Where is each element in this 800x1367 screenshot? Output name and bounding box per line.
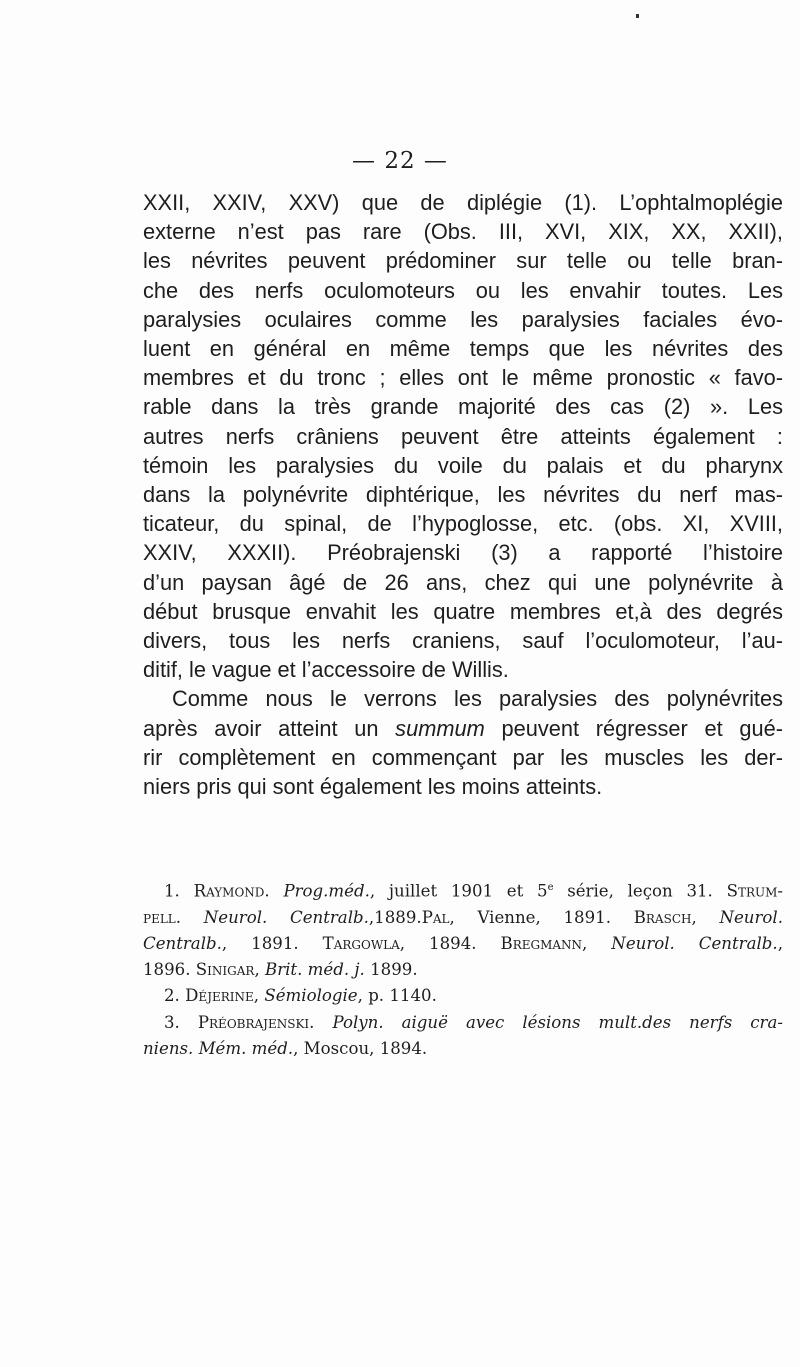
author-name: Pal (421, 907, 450, 927)
journal-title: Prog.méd. (283, 881, 370, 901)
reference-text: , (254, 960, 265, 980)
footnote-1 (143, 875, 783, 983)
author-name: Bregmann (500, 933, 583, 953)
footnote-2 (143, 983, 783, 1009)
footnote-number: 2. (164, 986, 180, 1006)
author-name: Brasch (633, 907, 692, 927)
journal-title: Neurol. (719, 907, 783, 927)
text-line: divers, tous les nerfs craniens, sauf l’oculomoteur, l’au- (143, 628, 783, 654)
text-line: autres nerfs crâniens peuvent être atteints également : (143, 423, 783, 449)
text-segment: après avoir atteint un (143, 715, 396, 741)
reference-text: série, leçon 31. (553, 881, 713, 901)
text-line: d’un paysan âgé de 26 ans, chez qui une polynévrite à (143, 569, 783, 595)
italic-term: summum (395, 715, 485, 741)
text-line: membres et du tronc ; elles ont le même pronostic « favo- (143, 365, 783, 391)
reference-text: , juillet 1901 et 5 (369, 881, 548, 901)
main-text (143, 188, 783, 801)
article-title: niens. Mém. méd. (143, 1038, 294, 1058)
reference-text: , Vienne, 1891. (449, 907, 611, 927)
book-title: Sémiologie (264, 986, 358, 1006)
text-line: XXII, XXIV, XXV) que de diplégie (1). L’ophtalmoplégie (143, 190, 783, 215)
text-line: rable dans la très grande majorité des cas (2) ». Les (143, 394, 783, 420)
superscript: e (547, 882, 554, 893)
reference-text: , 1891. (221, 933, 299, 953)
footnote-line (143, 905, 783, 931)
footnotes (143, 875, 783, 1062)
scan-speck (636, 14, 639, 18)
text-line: luent en général en même temps que les névrites des (143, 336, 783, 362)
footnote-line (143, 931, 783, 957)
footnote-line (143, 875, 783, 905)
text-line: les névrites peuvent prédominer sur telle ou telle bran- (143, 248, 783, 274)
reference-text: , 1894. (399, 933, 477, 953)
author-name: Targowla (322, 933, 400, 953)
footnote-3 (143, 1010, 783, 1062)
footnote-line (143, 1010, 783, 1036)
author-name: Raymond. (193, 881, 270, 901)
text-line: début brusque envahit les quatre membres et,à des degrés (143, 598, 783, 624)
journal-title: Brit. méd. j. (265, 960, 365, 980)
reference-text: , Moscou, 1894. (293, 1038, 428, 1058)
text-line: témoin les paralysies du voile du palais et du pharynx (143, 452, 783, 478)
text-line: ditif, le vague et l’accessoire de Willis. (143, 657, 509, 683)
reference-text: , (777, 933, 783, 953)
reference-text: , (691, 907, 720, 927)
reference-text: , p. 1140. (357, 986, 437, 1006)
text-line: Comme nous le verrons les paralysies des polynévrites (172, 686, 783, 712)
footnote-number: 3. (164, 1012, 180, 1032)
footnote-line (143, 983, 783, 1009)
article-title: Polyn. aiguë avec lésions mult.des nerfs cra- (332, 1012, 783, 1032)
journal-title: Centralb. (143, 933, 222, 953)
text-segment: peuvent régresser et gué- (484, 715, 783, 741)
text-line: ticateur, du spinal, de l’hypoglosse, etc. (obs. XI, XVIII, (143, 511, 783, 537)
footnote-number: 1. (164, 881, 180, 901)
text-line: che des nerfs oculomoteurs ou les envahir toutes. Les (143, 277, 783, 303)
reference-text: ,1889. (368, 907, 422, 927)
journal-title: Neurol. Centralb. (203, 907, 369, 927)
text-line: rir complètement en commençant par les muscles les der- (143, 744, 783, 770)
author-name: Sinigar (195, 960, 255, 980)
text-line (143, 714, 783, 743)
paragraph-2 (143, 684, 783, 801)
author-name: Déjerine (185, 986, 254, 1006)
author-name: Préobrajenski. (197, 1012, 315, 1032)
text-line: XXIV, XXXII). Préobrajenski (3) a rapporté l’histoire (143, 540, 783, 566)
text-line: niers pris qui sont également les moins atteints. (143, 774, 603, 800)
text-line: paralysies oculaires comme les paralysies faciales évo- (143, 306, 783, 332)
text-line: externe n’est pas rare (Obs. III, XVI, XIX, XX, XXII), (143, 219, 783, 245)
page-number: — 22 — (352, 148, 448, 174)
paragraph-1 (143, 188, 783, 684)
author-name: Strum- (726, 881, 783, 901)
footnote-line (143, 957, 783, 983)
text-line: dans la polynévrite diphtérique, les névrites du nerf mas- (143, 482, 783, 508)
journal-title: Neurol. Centralb. (611, 933, 778, 953)
reference-text: , (253, 986, 265, 1006)
reference-text: , (582, 933, 612, 953)
reference-text: 1896. (143, 960, 191, 980)
author-name: pell. (143, 907, 182, 927)
footnote-line (143, 1036, 783, 1062)
reference-text: 1899. (364, 960, 418, 980)
